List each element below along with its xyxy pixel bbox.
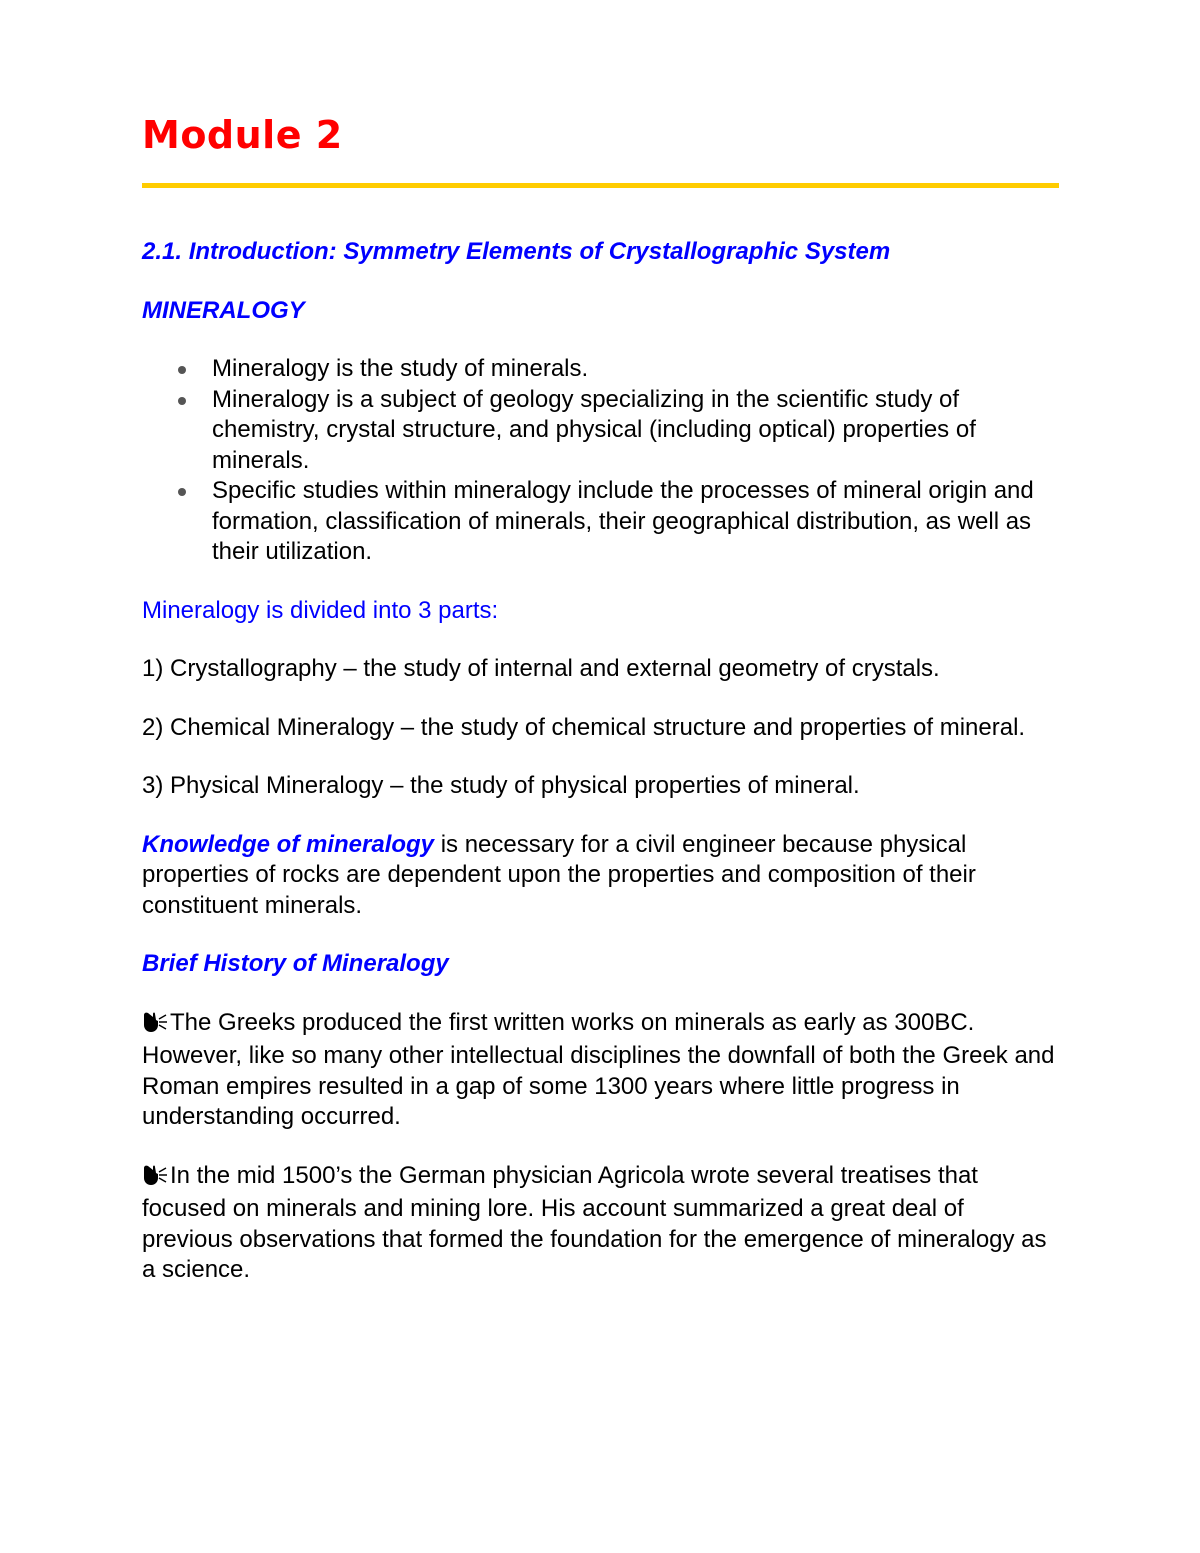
history-paragraph-greeks xyxy=(142,1008,1060,1133)
bullet-dot-icon xyxy=(178,397,186,405)
knowledge-paragraph xyxy=(142,830,1060,922)
history-text: The Greeks produced the first written works on minerals as early as 300BC. However, like so many other intellectual disciplines the downfall of both the Greek and Roman empires resulted in a gap of some 1300 years where little progress in understanding occurred. xyxy=(142,1008,1055,1130)
pointing-hand-icon xyxy=(142,1011,170,1042)
knowledge-lead: Knowledge of mineralogy xyxy=(142,830,435,858)
part-chemical-mineralogy: 2) Chemical Mineralogy – the study of chemical structure and properties of mineral. xyxy=(142,713,1026,741)
pointing-hand-icon xyxy=(142,1164,170,1195)
part-physical-mineralogy: 3) Physical Mineralogy – the study of physical properties of mineral. xyxy=(142,772,860,799)
bullet-text: Mineralogy is the study of minerals. xyxy=(212,355,589,382)
divided-intro: Mineralogy is divided into 3 parts: xyxy=(142,596,499,624)
bullet-text: Specific studies within mineralogy include the processes of mineral origin and formation, classification of minerals, their geographical distribution, as well as their utilization. xyxy=(212,477,1034,565)
mineralogy-heading: MINERALOGY xyxy=(142,296,305,324)
module-title: Module 2 xyxy=(142,113,343,157)
document-body xyxy=(142,237,1060,1286)
bullet-dot-icon xyxy=(178,488,186,496)
title-divider xyxy=(142,183,1059,188)
list-item xyxy=(142,354,1060,385)
history-heading: Brief History of Mineralogy xyxy=(142,950,449,977)
mineralogy-bullet-list xyxy=(142,354,1060,568)
knowledge-rest: is necessary for a civil engineer because physical properties of rocks are dependent upon the properties and composition of their constituent minerals. xyxy=(142,830,976,919)
part-crystallography: 1) Crystallography – the study of internal and external geometry of crystals. xyxy=(142,655,940,682)
list-item xyxy=(142,385,1060,477)
bullet-text: Mineralogy is a subject of geology specializing in the scientific study of chemistry, crystal structure, and physical (including optical) properties of minerals. xyxy=(212,385,976,474)
section-title: 2.1. Introduction: Symmetry Elements of Crystallographic System xyxy=(142,238,891,265)
history-paragraph-agricola xyxy=(142,1161,1060,1286)
history-text: In the mid 1500’s the German physician Agricola wrote several treatises that focused on minerals and mining lore. His account summarized a great deal of previous observations that formed the foundation for the emergence of mineralogy as a science. xyxy=(142,1161,1047,1283)
list-item xyxy=(142,476,1060,568)
bullet-dot-icon xyxy=(178,366,186,374)
